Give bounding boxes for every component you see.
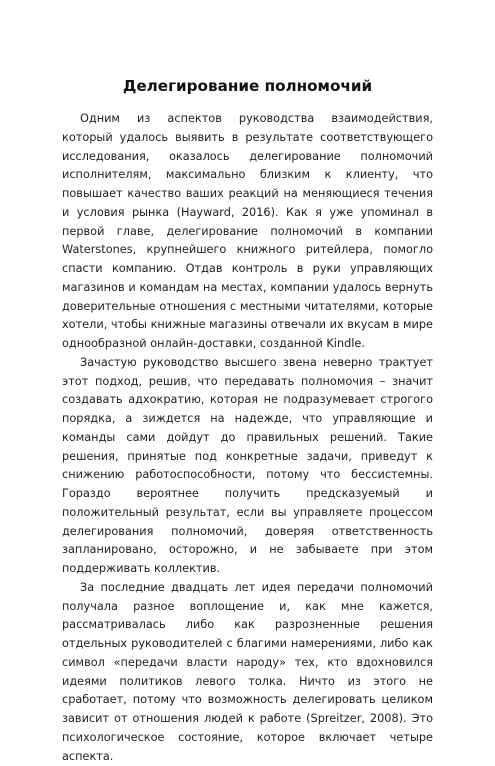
- paragraph: Зачастую руководство высшего звена неверно трактует этот подход, решив, что передавать полномочия – значит создавать адхократию, которая не подразумевает строгого порядка, а зиждется на надежде, что управляющие и команды сами дойдут до правильных решений. Такие решения, принятые под конкретные задачи, приведут к снижению работоспособности, потому что бессистемны. Гораздо вероятнее получить предсказуемый и положительный результат, если вы управляете процессом делегирования полномочий, доверяя ответственность запланировано, осторожно, и не забываете при этом поддерживать коллектив.: [62, 355, 433, 575]
- section-title: Делегирование полномочий: [122, 77, 373, 95]
- document-page: [62, 0, 433, 763]
- paragraph: За последние двадцать лет идея передачи полномочий получала разное воплощение и, как мне кажется, рассматривалась либо как разрозненные решения отдельных руководителей с благими намерениями, либо как символ «передачи власти народу» тех, кто вдохновился идеями политиков левого толка. Ничто из этого не сработает, потому что возможность делегировать целиком зависит от отношения людей к работе (Spreitzer, 2008). Это психологическое состояние, которое включает четыре аспекта.: [62, 580, 433, 763]
- document-body: [62, 110, 433, 766]
- paragraph: Одним из аспектов руководства взаимодействия, который удалось выявить в результате соответствующего исследования, оказалось делегирование полномочий исполнителям, максимально близким к клиенту, что повышает качество ваших реакций на меняющиеся течения и условия рынка (Hayward, 2016). Как я уже упоминал в первой главе, делегирование полномочий в компании Waterstones, крупнейшего книжного ритейлера, помогло спасти компанию. Отдав контроль в руки управляющих магазинов и командам на местах, компании удалось вернуть доверительные отношения с местными читателями, которые хотели, чтобы книжные магазины отвечали их вкусам в мире однообразной онлайн-доставки, созданной Kindle.: [62, 112, 433, 350]
